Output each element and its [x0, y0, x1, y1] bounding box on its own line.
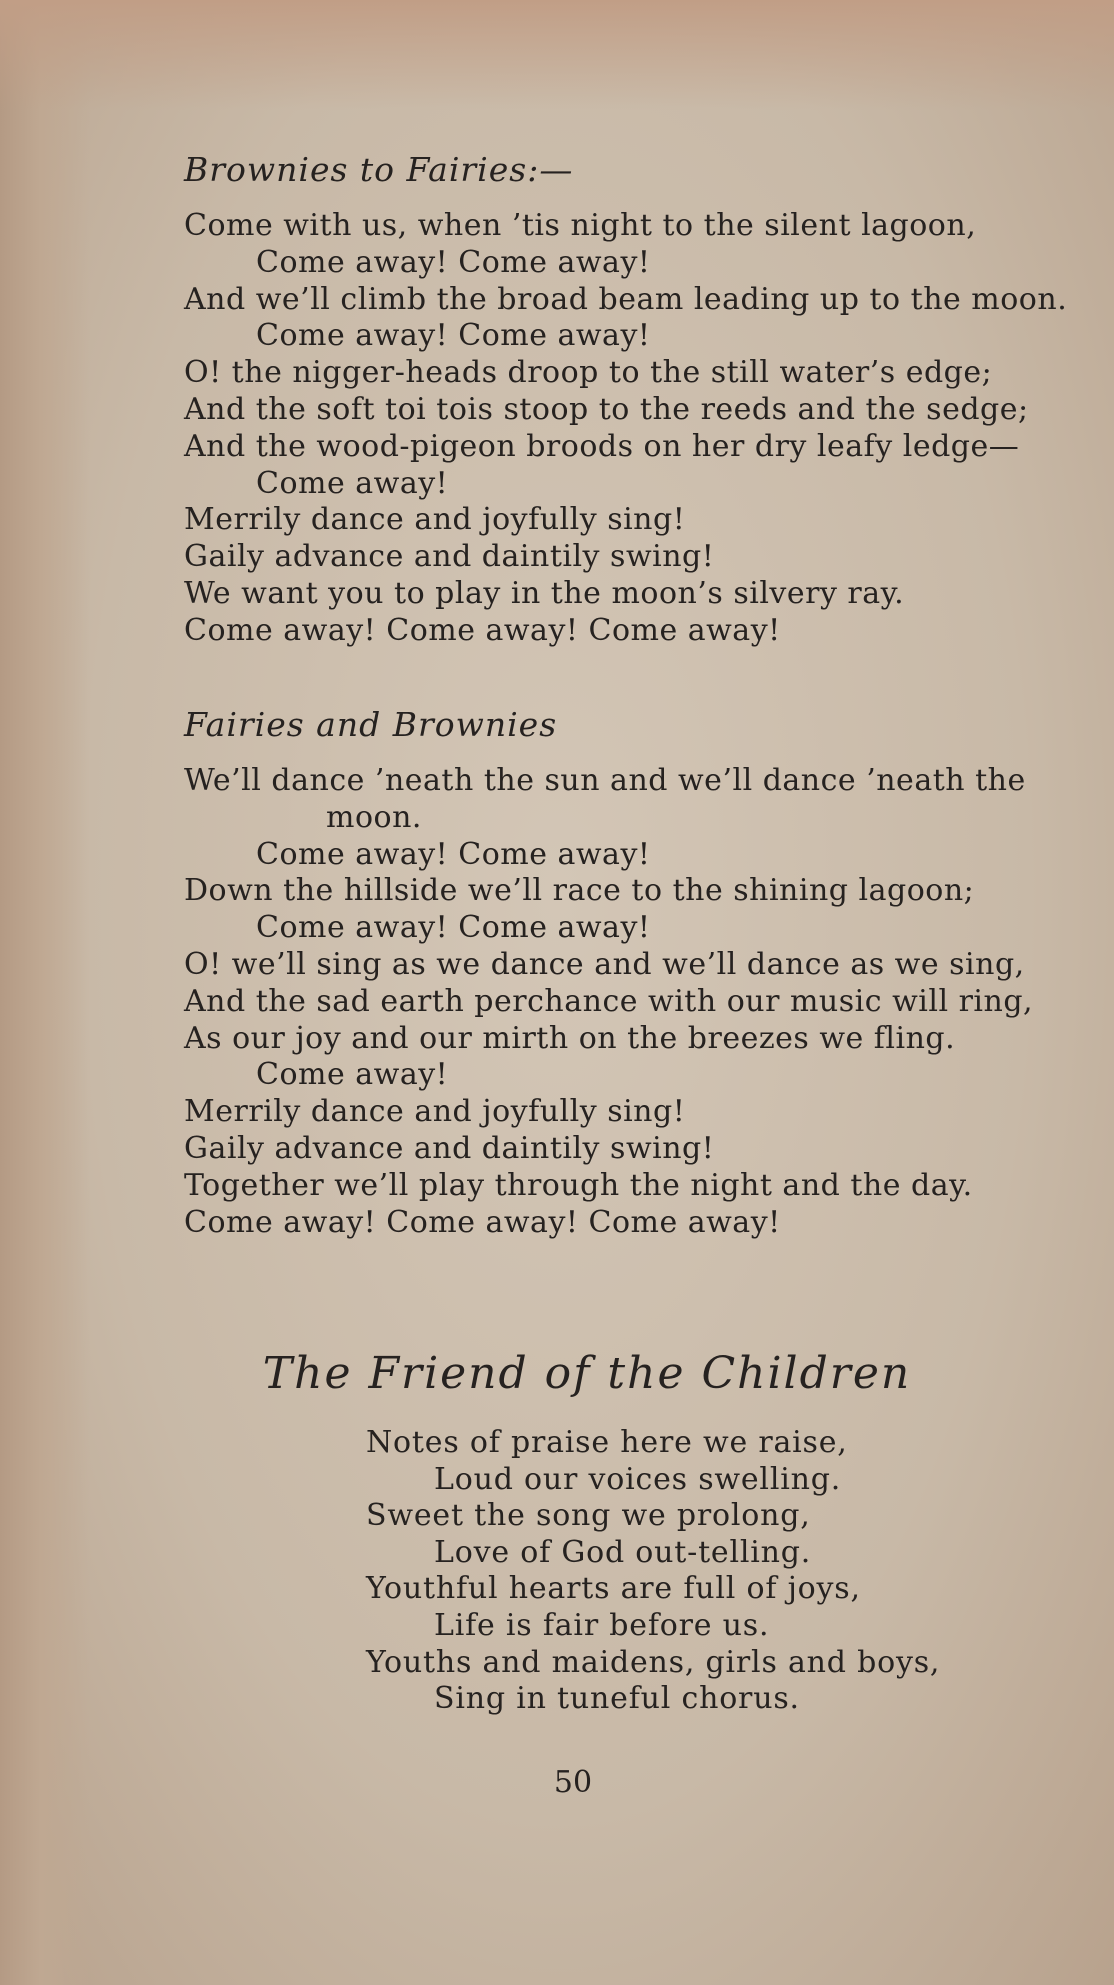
verse-line: Come with us, when ’tis night to the silent lagoon, — [184, 208, 977, 243]
stanza2-verse — [184, 763, 1033, 1241]
stanza1-verse — [184, 208, 1067, 650]
verse-line: Come away! Come away! — [256, 244, 651, 280]
verse-line: O! we’ll sing as we dance and we’ll dance as we sing, — [184, 946, 1025, 982]
verse-line: Love of God out-telling. — [434, 1534, 812, 1570]
verse-line: And the soft toi tois stoop to the reeds and the sedge; — [184, 391, 1029, 427]
verse-line: Come away! Come away! — [256, 910, 651, 946]
verse-line: Loud our voices swelling. — [434, 1461, 842, 1497]
verse-line: And the sad earth perchance with our music will ring, — [184, 983, 1034, 1019]
verse-line: We’ll dance ’neath the sun and we’ll dance ’neath the — [184, 763, 1026, 798]
verse-line: Youths and maidens, girls and boys, — [366, 1644, 941, 1680]
verse-line: Gaily advance and daintily swing! — [184, 1130, 715, 1166]
verse-line: Together we’ll play through the night and the day. — [184, 1167, 973, 1203]
page-top-shadow — [0, 0, 1114, 110]
verse-line: Come away! Come away! Come away! — [184, 612, 781, 648]
verse-line: Sweet the song we prolong, — [366, 1498, 811, 1534]
verse-line: O! the nigger-heads droop to the still water’s edge; — [184, 355, 993, 391]
verse-line: We want you to play in the moon’s silvery ray. — [184, 575, 905, 611]
verse-line: Come away! — [256, 1057, 449, 1093]
verse-line: Come away! Come away! — [256, 318, 651, 354]
page-left-shadow — [0, 0, 90, 1985]
page-number: 50 — [553, 1765, 593, 1800]
stanza1-heading: Brownies to Fairies:— — [184, 150, 574, 189]
stanza2-heading: Fairies and Brownies — [184, 705, 558, 744]
verse-line: Come away! Come away! — [256, 836, 651, 872]
verse-line: And the wood-pigeon broods on her dry leafy ledge— — [184, 428, 1020, 464]
verse-line: Merrily dance and joyfully sing! — [184, 502, 686, 538]
verse-line: moon. — [326, 799, 422, 835]
verse-line: Come away! Come away! Come away! — [184, 1204, 781, 1240]
verse-line: Life is fair before us. — [434, 1607, 770, 1643]
verse-line: Youthful hearts are full of joys, — [366, 1571, 861, 1607]
verse-line: And we’ll climb the broad beam leading up to the moon. — [184, 281, 1068, 317]
poem-title: The Friend of the Children — [262, 1348, 912, 1399]
verse-line: Come away! — [256, 465, 449, 501]
verse-line: Down the hillside we’ll race to the shining lagoon; — [184, 873, 975, 909]
verse-line: Notes of praise here we raise, — [366, 1425, 848, 1460]
verse-line: As our joy and our mirth on the breezes we fling. — [184, 1020, 956, 1056]
verse-line: Sing in tuneful chorus. — [434, 1681, 800, 1717]
verse-line: Merrily dance and joyfully sing! — [184, 1094, 686, 1130]
verse-line: Gaily advance and daintily swing! — [184, 539, 715, 575]
poem-verse — [366, 1425, 940, 1718]
